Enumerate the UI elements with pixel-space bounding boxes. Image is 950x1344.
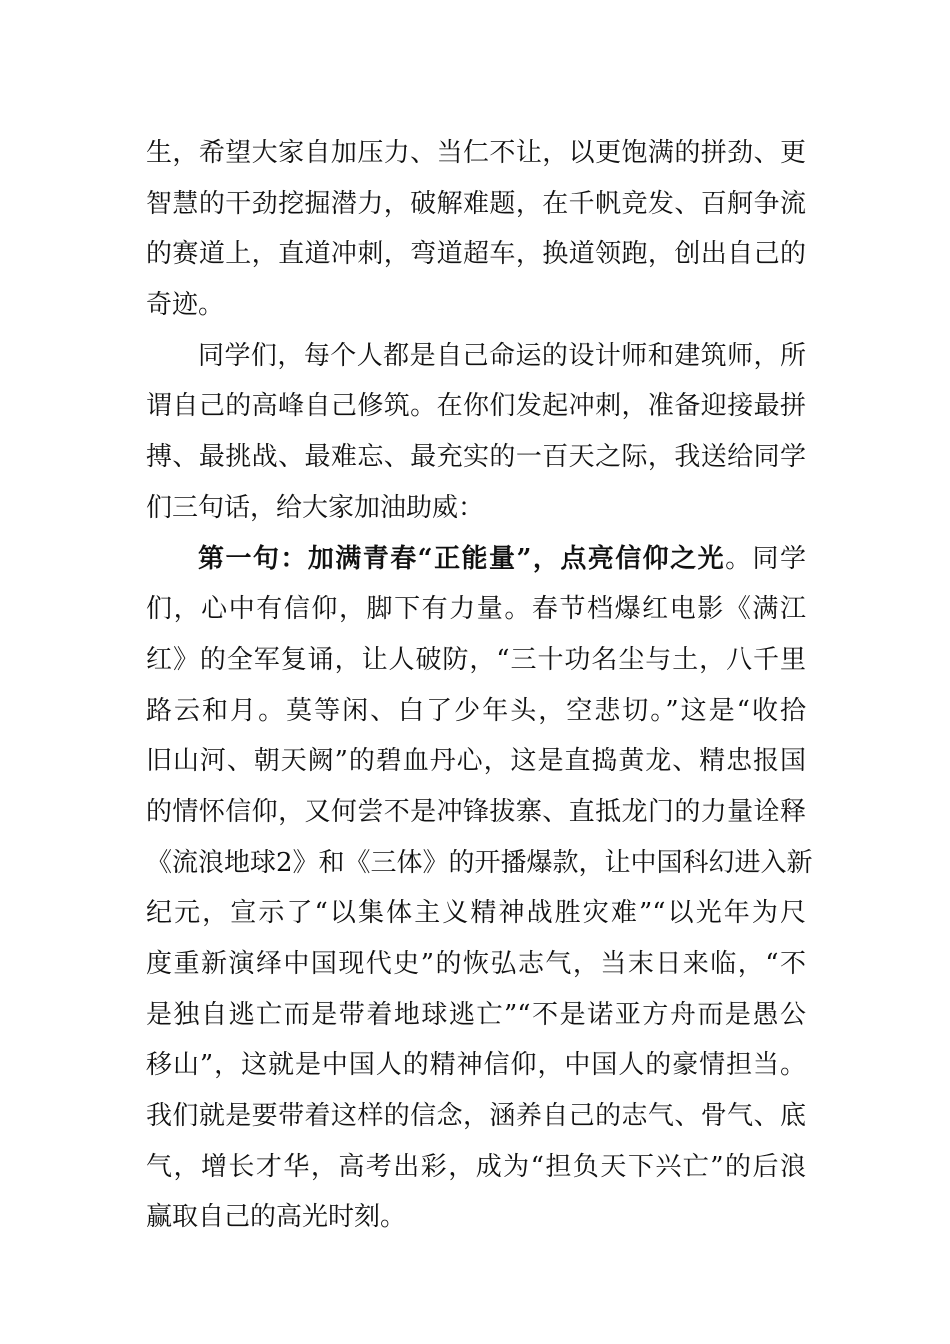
document-body	[146, 128, 813, 1243]
text-line: 们三句话，给大家加油助威：	[146, 492, 485, 523]
text-line: 奇迹。	[146, 290, 225, 321]
text-line: 《流浪地球2》和《三体》的开播爆款，让中国科幻进入新	[146, 847, 813, 878]
paragraph-3	[146, 534, 813, 1244]
text-line: 们，心中有信仰，脚下有力量。春节档爆红电影《满江	[146, 594, 806, 625]
text-line: 气，增长才华，高考出彩，成为“担负天下兴亡”的后浪	[146, 1151, 806, 1182]
paragraph-2	[146, 331, 806, 534]
text-line: 同学们，每个人都是自己命运的设计师和建筑师，所	[198, 340, 806, 371]
text-line: 纪元，宣示了“以集体主义精神战胜灾难”“以光年为尺	[146, 898, 806, 929]
text-line: 红》的全军复诵，让人破防，“三十功名尘与土，八千里	[146, 644, 806, 675]
text-line: 度重新演绎中国现代史”的恢弘志气，当末日来临，“不	[146, 949, 806, 979]
heading-trailing-text: 。同学	[725, 543, 806, 574]
paragraph-1	[146, 128, 806, 331]
text-line: 路云和月。莫等闲、白了少年头，空悲切。”这是“收拾	[146, 695, 806, 726]
text-line: 旧山河、朝天阙”的碧血丹心，这是直捣黄龙、精忠报国	[146, 746, 806, 777]
text-line: 的情怀信仰，又何尝不是冲锋拔寨、直抵龙门的力量诠释	[146, 796, 806, 827]
text-line: 我们就是要带着这样的信念，涵养自己的志气、骨气、底	[146, 1101, 806, 1132]
text-line: 谓自己的高峰自己修筑。在你们发起冲刺，准备迎接最拼	[146, 391, 806, 422]
text-line: 智慧的干劲挖掘潜力，破解难题，在千帆竞发、百舸争流	[146, 188, 806, 219]
text-line: 搏、最挑战、最难忘、最充实的一百天之际，我送给同学	[146, 442, 806, 473]
text-line: 生，希望大家自加压力、当仁不让，以更饱满的拼劲、更	[146, 138, 806, 168]
text-line	[146, 534, 806, 585]
text-line: 的赛道上，直道冲刺，弯道超车，换道领跑，创出自己的	[146, 239, 806, 270]
section-heading: 第一句：加满青春“正能量”，点亮信仰之光	[198, 543, 726, 574]
text-line: 赢取自己的高光时刻。	[146, 1202, 407, 1233]
text-line: 是独自逃亡而是带着地球逃亡”“不是诺亚方舟而是愚公	[146, 999, 806, 1030]
text-line: 移山”，这就是中国人的精神信仰，中国人的豪情担当。	[146, 1050, 806, 1081]
